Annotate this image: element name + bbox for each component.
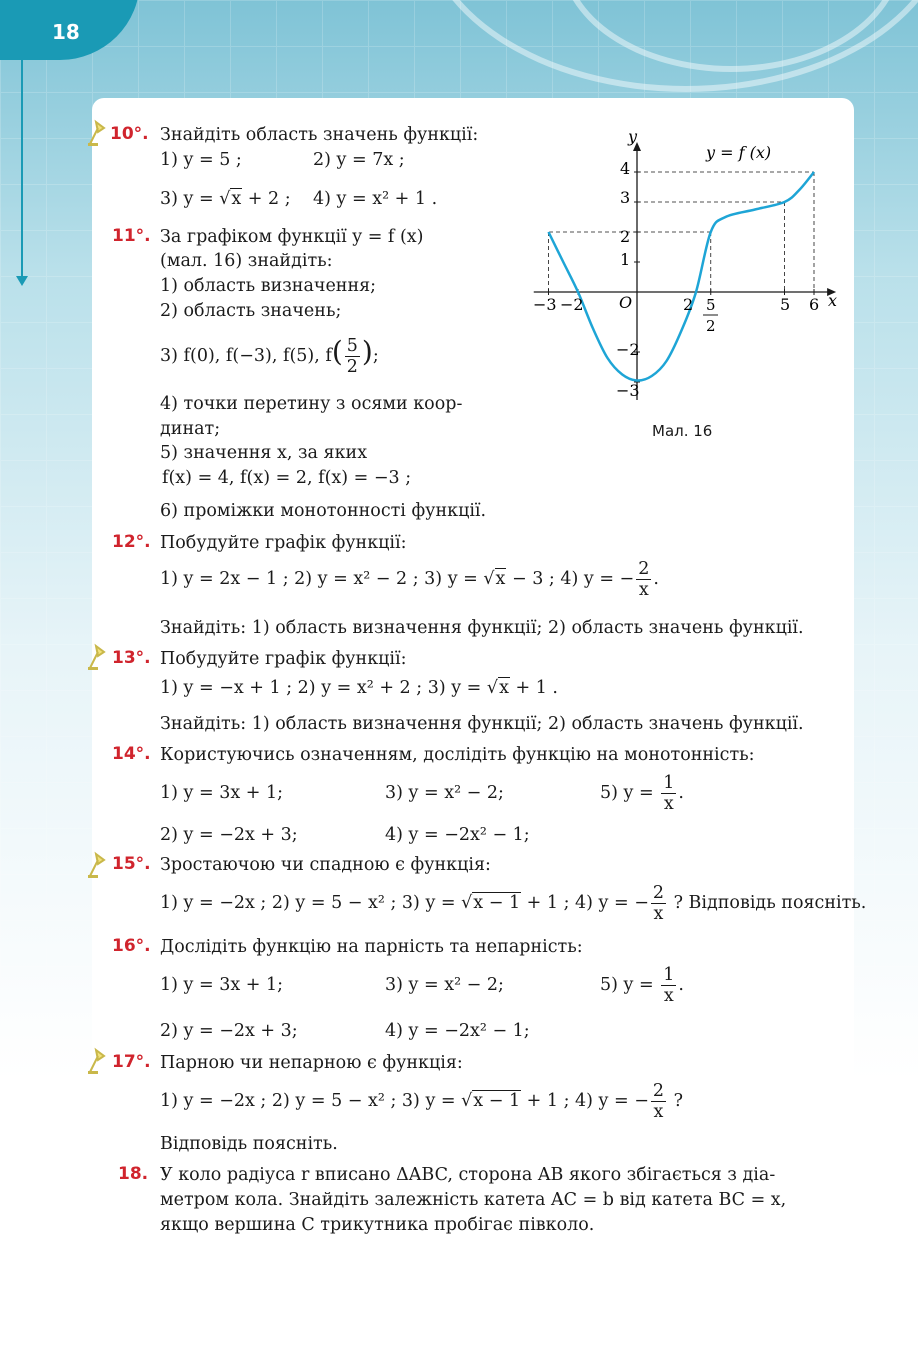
function-label: y = f (x)	[706, 143, 772, 162]
problem-number: 10°.	[110, 124, 149, 144]
graph-curve	[549, 172, 815, 381]
problem-number: 18.	[118, 1164, 149, 1184]
problem-18-line: метром кола. Знайдіть залежність катета AC = b від катета BC = x,	[160, 1190, 787, 1210]
problem-14-item-4: 4) y = −2x² − 1;	[385, 825, 530, 845]
problem-10-item-3: 3) y = √x + 2 ;	[160, 189, 291, 209]
problem-16-item-2: 2) y = −2x + 3;	[160, 1021, 298, 1041]
problem-number: 15°.	[112, 854, 151, 874]
x-tick-frac-num: 5	[706, 296, 716, 314]
problem-13-functions: 1) y = −x + 1 ; 2) y = x² + 2 ; 3) y = √x + 1 .	[160, 678, 558, 698]
problem-10-item-4: 4) y = x² + 1 .	[313, 189, 438, 209]
problem-18-line: У коло радіуса r вписано ΔABC, сторона AB якого збігається з діа-	[160, 1165, 776, 1185]
page-number: 18	[52, 20, 80, 44]
y-tick-label: −2	[616, 340, 640, 359]
problem-13-find: Знайдіть: 1) область визначення функції; 2) область значень функції.	[160, 714, 804, 734]
problem-12-find: Знайдіть: 1) область визначення функції; 2) область значень функції.	[160, 618, 804, 638]
problem-12-functions: 1) y = 2x − 1 ; 2) y = x² − 2 ; 3) y = √x − 3 ; 4) y = − $\frac{2}{x}$ .	[160, 559, 659, 600]
y-axis-label: y	[628, 127, 638, 146]
problem-number: 17°.	[112, 1052, 151, 1072]
graph-axes	[534, 142, 836, 400]
problem-11-line: 2) область значень;	[160, 301, 342, 321]
problem-14-item-2: 2) y = −2x + 3;	[160, 825, 298, 845]
margin-arrow-icon	[16, 276, 28, 286]
problem-number: 14°.	[112, 744, 151, 764]
x-tick-frac-den: 2	[706, 317, 716, 335]
y-tick-label: 1	[620, 250, 631, 269]
margin-line	[21, 45, 23, 280]
problem-17-title: Парною чи непарною є функція:	[160, 1053, 463, 1073]
figure-caption: Мал. 16	[652, 422, 713, 440]
problem-10-item-1: 1) y = 5 ;	[160, 150, 242, 170]
x-tick-label: 6	[809, 295, 820, 314]
problem-number: 16°.	[112, 936, 151, 956]
origin-label: O	[619, 293, 633, 312]
problem-11-line: За графіком функції y = f (x)	[160, 227, 424, 247]
x-tick-label: 2	[683, 295, 694, 314]
problem-12-title: Побудуйте графік функції:	[160, 533, 407, 553]
lamp-icon	[86, 642, 108, 672]
problem-16-item-3: 3) y = x² − 2;	[385, 975, 504, 995]
problem-number: 11°.	[112, 226, 151, 246]
problem-11-line: динат;	[160, 419, 221, 439]
problem-11-line: f(x) = 4, f(x) = 2, f(x) = −3 ;	[162, 468, 412, 488]
graph-guides	[549, 172, 815, 382]
x-axis-label: x	[828, 291, 838, 310]
problem-14-item-5: 5) y = $\frac{1}{x}$ .	[600, 773, 684, 814]
problem-13-title: Побудуйте графік функції:	[160, 649, 407, 669]
problem-10-item-2: 2) y = 7x ;	[313, 150, 405, 170]
problem-16-item-1: 1) y = 3x + 1;	[160, 975, 284, 995]
y-tick-label: 4	[620, 159, 631, 178]
problem-14-title: Користуючись означенням, дослідіть функцію на монотонність:	[160, 745, 755, 765]
problem-11-line: (мал. 16) знайдіть:	[160, 251, 333, 271]
problem-number: 13°.	[112, 648, 151, 668]
problem-number: 12°.	[112, 532, 151, 552]
problem-18-line: якщо вершина C трикутника пробігає півколо.	[160, 1215, 595, 1235]
y-tick-label: 2	[620, 227, 631, 246]
x-tick-label: −3	[533, 295, 557, 314]
lamp-icon	[86, 118, 108, 148]
y-tick-label: 3	[620, 188, 631, 207]
lamp-icon	[86, 850, 108, 880]
problem-17-functions: 1) y = −2x ; 2) y = 5 − x² ; 3) y = √x − 1 + 1 ; 4) y = − $\frac{2}{x}$ ?	[160, 1081, 683, 1122]
problem-17-answer: Відповідь поясніть.	[160, 1134, 338, 1154]
problem-14-item-1: 1) y = 3x + 1;	[160, 783, 284, 803]
problem-16-title: Дослідіть функцію на парність та непарність:	[160, 937, 583, 957]
problem-16-item-5: 5) y = $\frac{1}{x}$ .	[600, 965, 684, 1006]
problem-15-functions: 1) y = −2x ; 2) y = 5 − x² ; 3) y = √x − 1 + 1 ; 4) y = − $\frac{2}{x}$ ? Відповідь поясніть.	[160, 883, 867, 924]
x-tick-label: −2	[560, 295, 584, 314]
lamp-icon	[86, 1046, 108, 1076]
problem-16-item-4: 4) y = −2x² − 1;	[385, 1021, 530, 1041]
problem-11-line: 3) f(0), f(−3), f(5), f( $\frac{5}{2}$ );	[160, 335, 379, 377]
problem-11-line: 6) проміжки монотонності функції.	[160, 501, 487, 521]
problem-11-line: 5) значення x, за яких	[160, 443, 368, 463]
function-graph	[530, 122, 846, 444]
problem-11-line: 4) точки перетину з осями коор-	[160, 394, 463, 414]
problem-15-title: Зростаючою чи спадною є функція:	[160, 855, 491, 875]
problem-14-item-3: 3) y = x² − 2;	[385, 783, 504, 803]
x-tick-label: 5	[780, 295, 791, 314]
problem-11-line: 1) область визначення;	[160, 276, 377, 296]
y-tick-label: −3	[616, 381, 640, 400]
problem-10-title: Знайдіть область значень функції:	[160, 125, 479, 145]
